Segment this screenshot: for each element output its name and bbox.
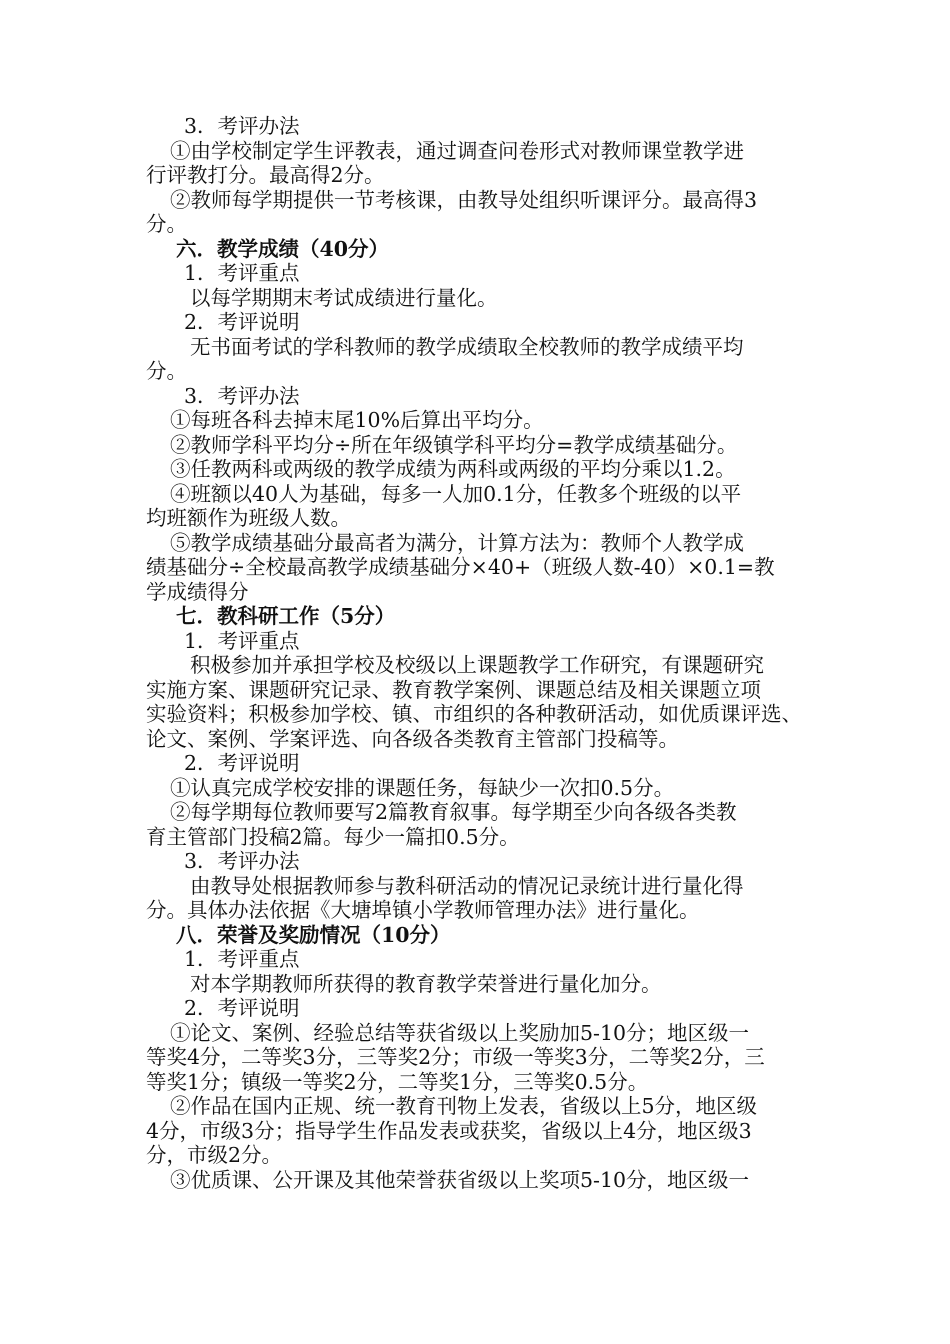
subheading-evaluation-notes: 2．考评说明 bbox=[184, 310, 300, 334]
subheading-evaluation-focus: 1．考评重点 bbox=[184, 628, 300, 653]
section-heading-honors-awards: 八．荣誉及奖励情况（10分） bbox=[176, 922, 451, 947]
list-item: ①论文、案例、经验总结等获省级以上奖励加5-10分；地区级一 bbox=[170, 1020, 750, 1045]
subheading-evaluation-method: 3．考评办法 bbox=[184, 849, 300, 873]
paragraph-line: 积极参加并承担学校及校级以上课题教学工作研究，有课题研究 bbox=[190, 653, 764, 677]
list-item: ③任教两科或两级的教学成绩为两科或两级的平均分乘以1.2。 bbox=[170, 457, 736, 481]
paragraph-line: 行评教打分。最高得2分。 bbox=[146, 163, 385, 187]
list-item: ②教师学科平均分÷所在年级镇学科平均分=教学成绩基础分。 bbox=[170, 432, 738, 457]
subheading-evaluation-notes: 2．考评说明 bbox=[184, 751, 300, 775]
paragraph-line: 育主管部门投稿2篇。每少一篇扣0.5分。 bbox=[146, 824, 520, 849]
paragraph-line: 学成绩得分 bbox=[146, 579, 249, 604]
list-item: ④班额以40人为基础，每多一人加0.1分，任教多个班级的以平 bbox=[170, 481, 742, 506]
paragraph-line: 等奖4分，二等奖3分，三等奖2分；市级一等奖3分，二等奖2分，三 bbox=[146, 1045, 765, 1069]
paragraph-line: 绩基础分÷全校最高教学成绩基础分×40+（班级人数-40）×0.1=教 bbox=[146, 555, 775, 579]
paragraph-line: 由教导处根据教师参与教科研活动的情况记录统计进行量化得 bbox=[190, 873, 744, 898]
paragraph-line: 分。 bbox=[146, 212, 187, 236]
list-item: ⑤教学成绩基础分最高者为满分，计算方法为：教师个人教学成 bbox=[170, 530, 744, 555]
paragraph-line: 等奖1分；镇级一等奖2分，二等奖1分，三等奖0.5分。 bbox=[146, 1069, 649, 1094]
list-item: ①认真完成学校安排的课题任务，每缺少一次扣0.5分。 bbox=[170, 775, 675, 800]
paragraph-line: 分，市级2分。 bbox=[146, 1143, 283, 1167]
paragraph-line: 均班额作为班级人数。 bbox=[146, 506, 351, 530]
paragraph-line: 实验资料；积极参加学校、镇、市组织的各种教研活动，如优质课评选、 bbox=[146, 702, 802, 726]
list-item: ③优质课、公开课及其他荣誉获省级以上奖项5-10分，地区级一 bbox=[170, 1167, 750, 1192]
section-heading-teaching-results: 六．教学成绩（40分） bbox=[176, 236, 390, 261]
subheading-evaluation-notes: 2．考评说明 bbox=[184, 996, 300, 1020]
list-item: ①由学校制定学生评教表，通过调查问卷形式对教师课堂教学进 bbox=[170, 138, 744, 163]
list-item: ②每学期每位教师要写2篇教育叙事。每学期至少向各级各类教 bbox=[170, 800, 737, 824]
list-item: ②作品在国内正规、统一教育刊物上发表，省级以上5分，地区级 bbox=[170, 1094, 758, 1118]
document-page bbox=[0, 114, 950, 1192]
paragraph-line: 以每学期期末考试成绩进行量化。 bbox=[190, 285, 498, 310]
paragraph-line: 实施方案、课题研究记录、教育教学案例、课题总结及相关课题立项 bbox=[146, 677, 761, 702]
subheading-evaluation-focus: 1．考评重点 bbox=[184, 261, 300, 285]
subheading-evaluation-method: 3．考评办法 bbox=[184, 383, 300, 408]
paragraph-line: 4分，市级3分；指导学生作品发表或获奖，省级以上4分，地区级3 bbox=[146, 1118, 752, 1143]
list-item: ②教师每学期提供一节考核课，由教导处组织听课评分。最高得3 bbox=[170, 187, 758, 212]
section-heading-research-work: 七．教科研工作（5分） bbox=[176, 604, 396, 628]
list-item: ①每班各科去掉末尾10%后算出平均分。 bbox=[170, 408, 544, 432]
paragraph-line: 分。 bbox=[146, 359, 187, 383]
subheading-evaluation-method: 3．考评办法 bbox=[184, 114, 300, 138]
paragraph-line: 论文、案例、学案评选、向各级各类教育主管部门投稿等。 bbox=[146, 726, 679, 751]
paragraph-line: 对本学期教师所获得的教育教学荣誉进行量化加分。 bbox=[190, 971, 662, 996]
paragraph-line: 分。具体办法依据《大塘埠镇小学教师管理办法》进行量化。 bbox=[146, 898, 700, 922]
paragraph-line: 无书面考试的学科教师的教学成绩取全校教师的教学成绩平均 bbox=[190, 334, 744, 359]
subheading-evaluation-focus: 1．考评重点 bbox=[184, 947, 300, 971]
